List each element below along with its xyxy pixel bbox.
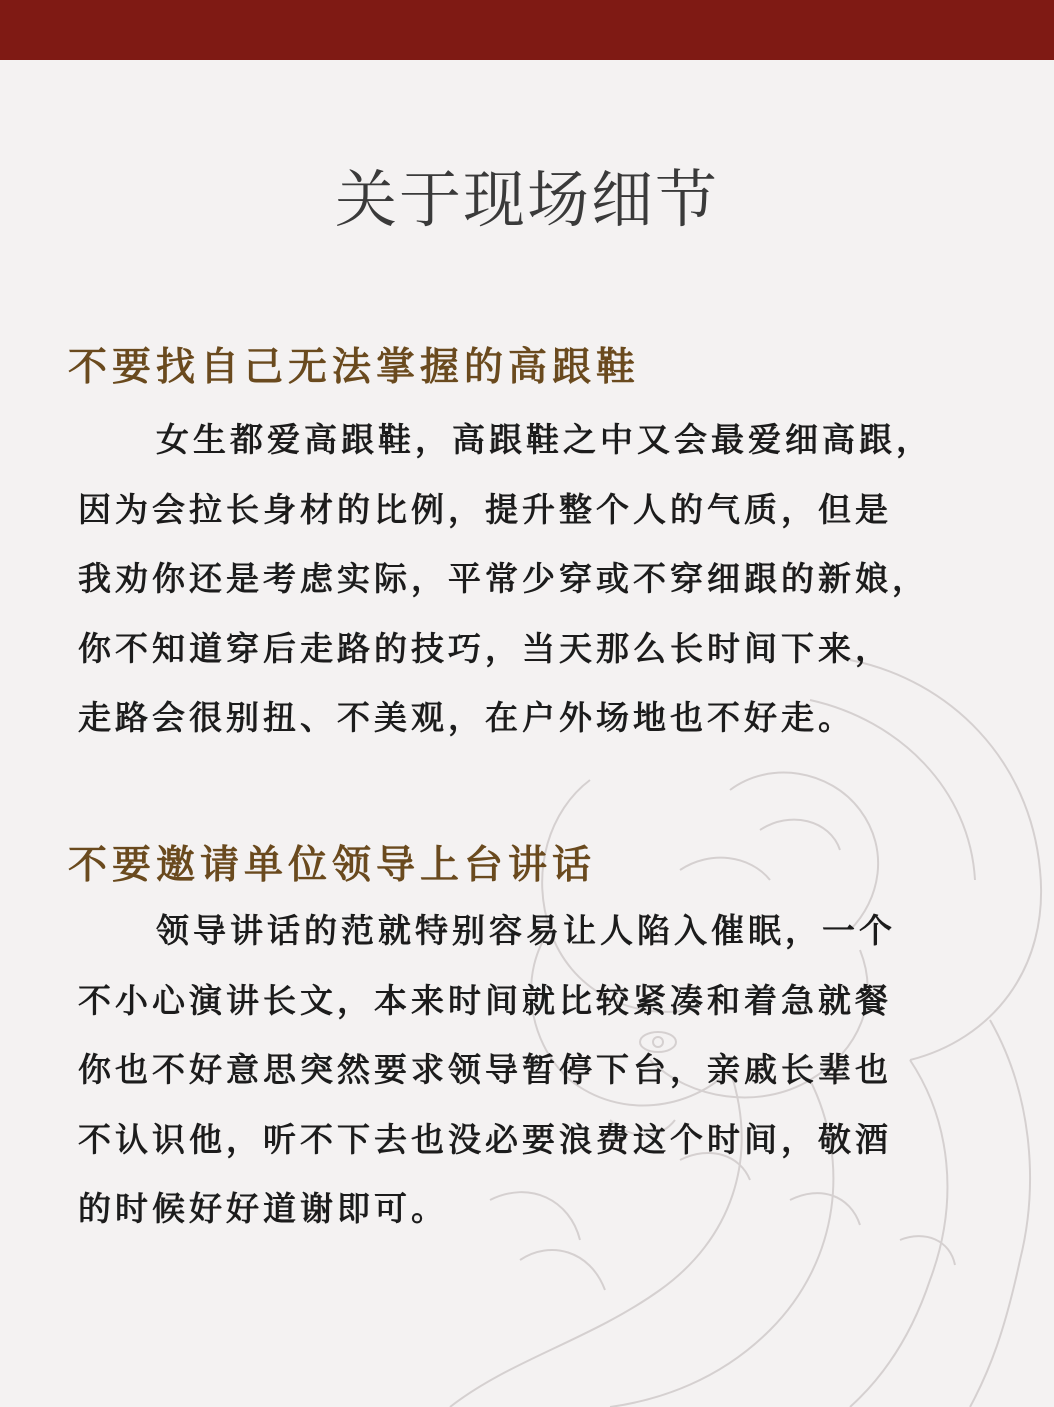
paragraph-line: 因为会拉长身材的比例，提升整个人的气质，但是 (78, 489, 892, 529)
paragraph-line: 的时候好好道谢即可。 (78, 1189, 448, 1228)
section-heading-leader-speech: 不要邀请单位领导上台讲话 (68, 842, 597, 888)
paragraph-high-heels (78, 414, 998, 762)
paragraph-line: 领导讲话的范就特别容易让人陷入催眠，一个 (156, 911, 896, 950)
paragraph-line: 我劝你还是考虑实际，平常少穿或不穿细跟的新娘， (78, 559, 929, 598)
paragraph-line: 不认识他，听不下去也没必要浪费这个时间，敬酒 (78, 1119, 892, 1159)
paragraph-line: 女生都爱高跟鞋，高跟鞋之中又会最爱细高跟， (156, 420, 933, 459)
paragraph-line: 你也不好意思突然要求领导暂停下台，亲戚长辈也 (78, 1050, 892, 1089)
page-title: 关于现场细节 (334, 163, 719, 236)
paragraph-line: 走路会很别扭、不美观，在户外场地也不好走。 (78, 698, 855, 737)
paragraph-leader-speech (78, 905, 998, 1253)
paragraph-line: 你不知道穿后走路的技巧，当天那么长时间下来， (78, 628, 892, 668)
paragraph-line: 不小心演讲长文，本来时间就比较紧凑和着急就餐 (78, 980, 892, 1020)
section-heading-high-heels: 不要找自己无法掌握的高跟鞋 (68, 344, 641, 390)
top-banner-bar (0, 0, 1054, 60)
